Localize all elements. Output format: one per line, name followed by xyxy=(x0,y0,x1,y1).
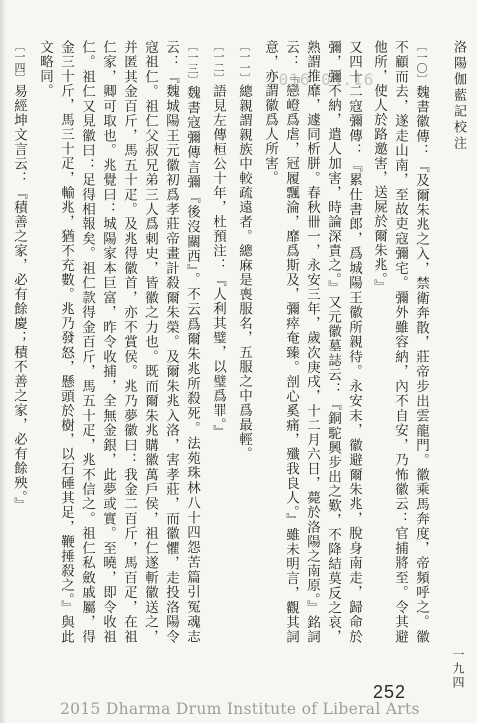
note-10-continued xyxy=(259,40,364,644)
note-text: 魏書徽傳：『及爾朱兆之入，禁衛奔散，莊帝步出雲龍門。徽乘馬奔度，帝頻呼之。徽不顧而去，遂走山南，至故吏寇彌宅。彌外雖容納，內不自安，乃怖徽云：官捕將至。令其避他所，使人於路邀害，送屍於爾朱兆。』 xyxy=(371,40,429,645)
note-text: 語見左傳桓公十年，杜預注：『人利其璧，以璧爲罪。』 xyxy=(210,84,226,440)
note-number: 〔一〇〕 xyxy=(415,40,428,85)
footer-watermark: 2015 Dharma Drum Institute of Liberal Arts xyxy=(60,700,420,718)
note-number: 〔一四〕 xyxy=(13,40,26,84)
scan-edge-shadow xyxy=(0,0,6,723)
note-text: 魏書寇彌傳言彌『後沒關西』。不云爲爾朱兆所殺死。法苑珠林八十四怨苦篇引冤魂志云：『魏城陽王元徽初爲孝莊帝畫計殺爾朱榮。及爾朱兆入洛，害孝莊，而徽懼，走投洛陽令寇祖仁。祖仁父叔兄弟三人爲刺史，皆徽之力也。既而爾朱兆購徽萬戶侯，祖仁遂斬徽送之，并匿其金百斤，馬五十疋。及兆得徽首，亦不賞侯。兆乃夢徽曰：我金二百斤，馬百疋，在祖仁家，卿可取也。兆覺曰：城陽家本巨富，昨令收捕，全無金銀，此夢或實。至曉，即令收祖仁。祖仁又見徽曰：足得相報矣。祖仁款得金百斤，馬五十疋，兆不信之。祖仁私斂戚屬，得金三十斤，馬三十疋，輸兆，猶不充數。兆乃發怒，懸頭於樹，以石硾其足，鞭捶殺之。』與此文略同。 xyxy=(37,40,200,645)
note-number: 〔一二〕 xyxy=(212,40,225,84)
date-stamp-watermark: 2016.04.16 xyxy=(268,70,375,89)
note-number: 〔一三〕 xyxy=(186,40,199,86)
note-10 xyxy=(368,40,432,644)
note-14 xyxy=(8,40,30,644)
note-12 xyxy=(207,40,229,644)
note-text: 總親謂親族中較疏遠者。總麻是喪服名，五服之中爲最輕。 xyxy=(236,84,252,461)
note-13 xyxy=(34,40,203,644)
page-number-cjk: 一九四 xyxy=(451,648,465,690)
note-text: 易經坤文言云：『積善之家，必有餘慶；積不善之家，必有餘殃。』 xyxy=(11,84,27,513)
note-11 xyxy=(233,40,255,644)
running-head: 洛陽伽藍記校注 xyxy=(451,40,466,152)
note-number: 〔一一〕 xyxy=(238,40,251,84)
annotation-text-block xyxy=(11,40,432,645)
note-text: 又四十二寇彌傳：『累仕書郎，爲城陽王徽所親待。永安末，徽避爾朱兆，脫身南走，歸命於彌，彌不納，遣人加害，時論深責之。』又元徽墓誌云：『銅駝興步出之歎，不降結莫反之哀，熟謂推靡，遽同析胼。春秋卌一，永安三年，歲次庚戌，十二月六日，薨於洛陽之南原。』銘詞云：『戀嶝爲虐，冠履飄淪，靡爲斯及，彌瘁奄臻。剖心奚痛，殲我良人。』雖未明言，觀其詞意，亦謂徽爲人所害。 xyxy=(262,40,362,644)
scan-page-number: 252 xyxy=(373,682,407,702)
